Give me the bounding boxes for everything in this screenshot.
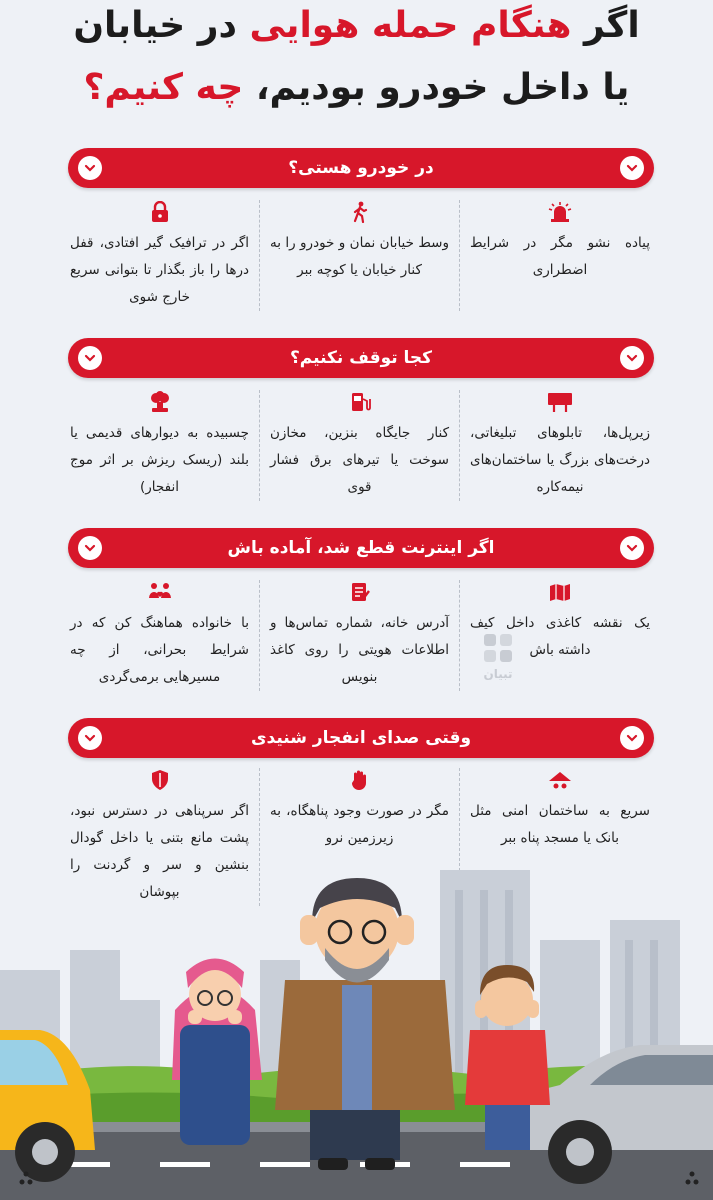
watermark-text: تبیان [483,667,513,681]
tip-text: اگر در ترافیک گیر افتادی، قفل درها را باز بگذار تا بتوانی سریع خارج شوی [70,235,249,305]
tip-text: یک نقشه کاغذی داخل کیف داشته باش [470,615,650,658]
section-items [60,200,660,311]
explosion-icon [70,390,249,414]
tip-text: زیرپل‌ها، تابلوهای تبلیغاتی، درخت‌های بزرگ یا ساختمان‌های نیمه‌کاره [470,425,650,495]
section-header-internet-cut[interactable] [68,528,654,568]
tip-item [460,200,660,311]
lock-icon [70,200,249,224]
section-header-where-not-stop[interactable] [68,338,654,378]
title-highlight: چه کنیم؟ [83,67,244,108]
tip-text: اگر سرپناهی در دسترس نبود، پشت مانع بتنی یا داخل گودال بنشین و سر و گردنت را بپوشان [70,803,249,900]
tip-text: مگر در صورت وجود پناهگاه، به زیرزمین نرو [270,803,449,846]
tip-item [260,580,460,691]
tip-text: با خانواده هماهنگ کن که در شرایط بحرانی، از چه مسیرهایی برمی‌گردی [70,615,249,685]
note-pen-icon [270,580,449,604]
shield-icon [70,768,249,792]
section-items [60,580,660,691]
title-text: اگر [571,5,640,46]
hand-stop-icon [270,768,449,792]
section-header-explosion[interactable] [68,718,654,758]
chevron-down-icon[interactable] [620,536,644,560]
tip-item [60,580,260,691]
shelter-icon [470,768,650,792]
section-items [60,390,660,501]
family-icon [70,580,249,604]
section-header-in-car[interactable] [68,148,654,188]
chevron-down-icon[interactable] [78,726,102,750]
billboard-icon [470,390,650,414]
chevron-down-icon[interactable] [78,156,102,180]
tip-item [260,390,460,501]
map-icon [470,580,650,604]
fuel-pump-icon [270,390,449,414]
watermark-logo [468,632,528,681]
tip-text: سریع به ساختمان امنی مثل بانک یا مسجد پناه ببر [470,803,650,846]
street-scene-illustration [0,860,713,1200]
title-text: یا داخل خودرو بودیم، [243,67,630,108]
title-text: در خیابان [73,5,250,46]
tip-item [60,390,260,501]
tip-text: پیاده نشو مگر در شرایط اضطراری [470,235,650,278]
chevron-down-icon[interactable] [78,536,102,560]
section-heading: کجا توقف نکنیم؟ [289,348,433,368]
chevron-down-icon[interactable] [78,346,102,370]
section-heading: در خودرو هستی؟ [288,158,434,178]
chevron-down-icon[interactable] [620,726,644,750]
tip-item [60,200,260,311]
page-title-line-2 [0,66,713,110]
walking-person-icon [270,200,449,224]
tip-text: کنار جایگاه بنزین، مخازن سوخت یا تیرهای برق فشار قوی [270,425,449,495]
tip-text: آدرس خانه، شماره تماس‌ها و اطلاعات هویتی را روی کاغذ بنویس [270,615,449,685]
section-heading: وقتی صدای انفجار شنیدی [250,728,472,748]
page-title-line-1 [0,4,713,48]
section-heading: اگر اینترنت قطع شد، آماده باش [227,538,495,558]
siren-icon [470,200,650,224]
chevron-down-icon[interactable] [620,156,644,180]
tip-text: وسط خیابان نمان و خودرو را به کنار خیابان یا کوچه ببر [270,235,449,278]
chevron-down-icon[interactable] [620,346,644,370]
tip-item [260,200,460,311]
tip-item [460,390,660,501]
title-highlight: هنگام حمله هوایی [249,5,572,46]
tip-text: چسبیده به دیوارهای قدیمی یا بلند (ریسک ریزش بر اثر موج انفجار) [70,425,249,495]
